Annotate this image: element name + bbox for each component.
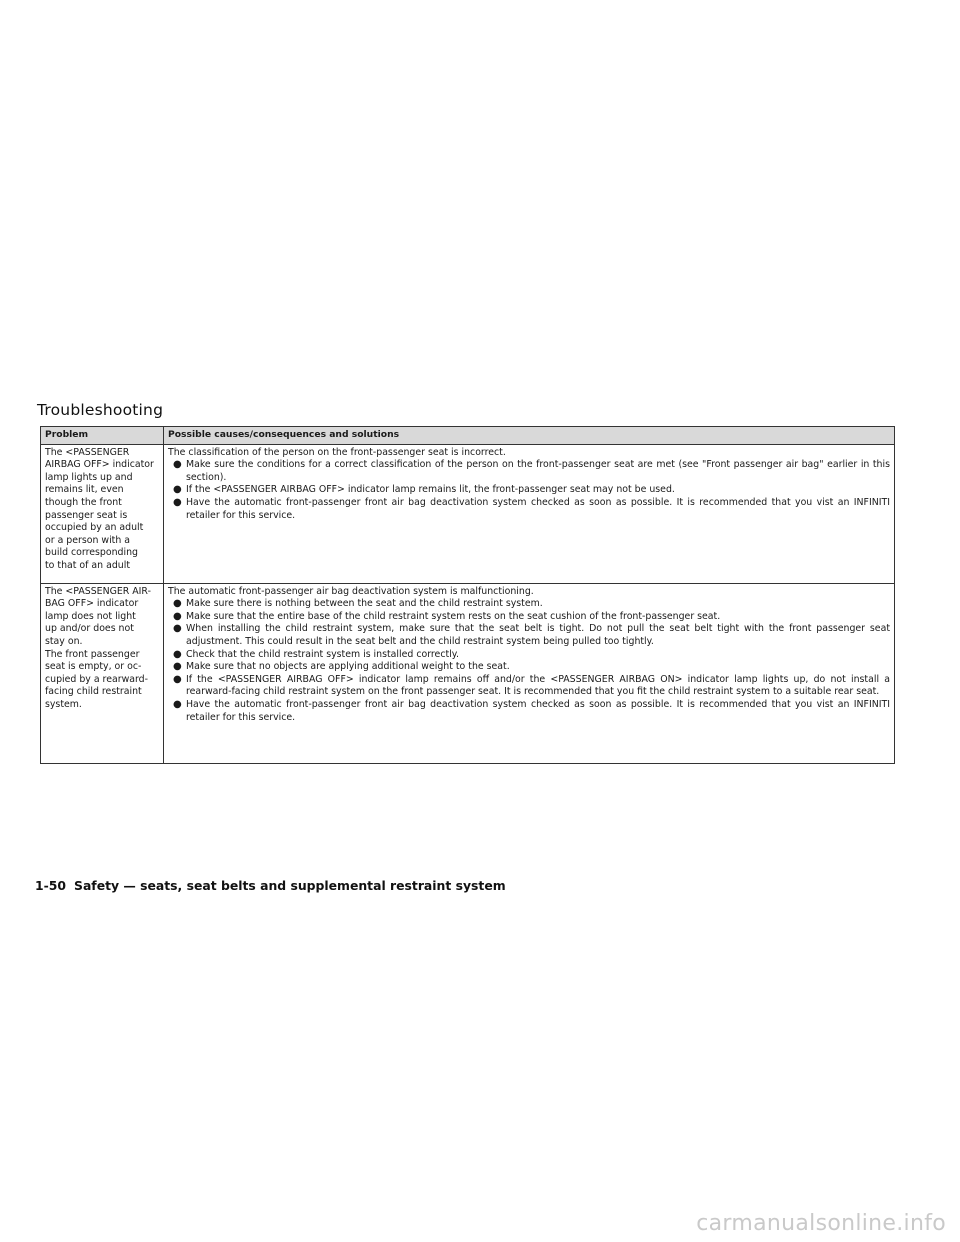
- chapter-title: Safety — seats, seat belts and supplemental restraint system: [74, 878, 506, 893]
- causes-cell: [164, 583, 895, 763]
- problem-cell: [41, 583, 164, 763]
- problem-cell: [41, 444, 164, 583]
- bullet-text: Make sure there is nothing between the seat and the child restraint system.: [186, 598, 543, 610]
- header-causes: Possible causes/consequences and solutions: [164, 427, 895, 445]
- bullet-icon: ●: [173, 496, 182, 508]
- list-item: [168, 484, 890, 497]
- solution-list: [168, 598, 890, 724]
- section-title: Troubleshooting: [37, 401, 164, 419]
- list-item: [168, 611, 890, 624]
- list-item: [168, 497, 890, 522]
- page-footer: [35, 878, 506, 893]
- bullet-icon: ●: [173, 661, 182, 673]
- bullet-icon: ●: [173, 698, 182, 710]
- bullet-icon: ●: [173, 598, 182, 610]
- bullet-text: If the <PASSENGER AIRBAG OFF> indicator lamp remains off and/or the <PASSENGER AIRBAG ON> indicator lamp lights up, do not install a rearward-facing child restraint system on the front passenger seat. It is recommended that you fit the child restraint system to a suitable rear seat.: [186, 673, 890, 698]
- list-item: [168, 674, 890, 699]
- page-number: 1-50: [35, 878, 67, 893]
- bullet-icon: ●: [173, 673, 182, 685]
- list-item: [168, 649, 890, 662]
- solution-list: [168, 459, 890, 522]
- header-problem: Problem: [41, 427, 164, 445]
- list-item: [168, 699, 890, 724]
- problem-text: The <PASSENGER AIRBAG OFF> indicator lamp lights up and remains lit, even though the front passenger seat is occupied by an adult or a person with a build corresponding to that of an adult: [45, 446, 154, 571]
- list-item: [168, 459, 890, 484]
- bullet-text: Make sure that the entire base of the child restraint system rests on the seat cushion of the front-passenger seat.: [186, 610, 721, 622]
- cause-intro: The automatic front-passenger air bag deactivation system is malfunctioning.: [168, 585, 534, 597]
- bullet-text: Have the automatic front-passenger front air bag deactivation system checked as soon as possible. It is recommended that you vist an INFINITI retailer for this service.: [186, 698, 890, 723]
- bullet-icon: ●: [173, 623, 182, 635]
- troubleshooting-table: [40, 426, 895, 764]
- problem-text: The <PASSENGER AIR- BAG OFF> indicator lamp does not light up and/or does not stay on. The front passenger seat is empty, or oc- cupied by a rearward- facing child restraint system.: [45, 585, 151, 710]
- list-item: [168, 623, 890, 648]
- table-header-row: [41, 427, 895, 445]
- list-item: [168, 661, 890, 674]
- table-row: [41, 444, 895, 583]
- bullet-icon: ●: [173, 610, 182, 622]
- bullet-icon: ●: [173, 648, 182, 660]
- bullet-text: Have the automatic front-passenger front air bag deactivation system checked as soon as possible. It is recommended that you vist an INFINITI retailer for this service.: [186, 496, 890, 521]
- table-row: [41, 583, 895, 763]
- bullet-icon: ●: [173, 484, 182, 496]
- bullet-text: Make sure the conditions for a correct classification of the person on the front-passenger seat are met (see "Front passenger air bag" earlier in this section).: [186, 459, 890, 483]
- bullet-text: When installing the child restraint system, make sure that the seat belt is tight. Do not pull the seat belt tight with the front passenger seat adjustment. This could result in the seat belt and the child restraint system being pulled too tightly.: [186, 623, 890, 647]
- watermark: carmanualsonline.info: [696, 1211, 946, 1236]
- bullet-icon: ●: [173, 459, 182, 471]
- cause-intro: The classification of the person on the front-passenger seat is incorrect.: [168, 446, 506, 458]
- bullet-text: Make sure that no objects are applying additional weight to the seat.: [186, 661, 510, 673]
- bullet-text: Check that the child restraint system is installed correctly.: [186, 648, 459, 660]
- bullet-text: If the <PASSENGER AIRBAG OFF> indicator lamp remains lit, the front-passenger seat may not be used.: [186, 484, 675, 496]
- causes-cell: [164, 444, 895, 583]
- list-item: [168, 598, 890, 611]
